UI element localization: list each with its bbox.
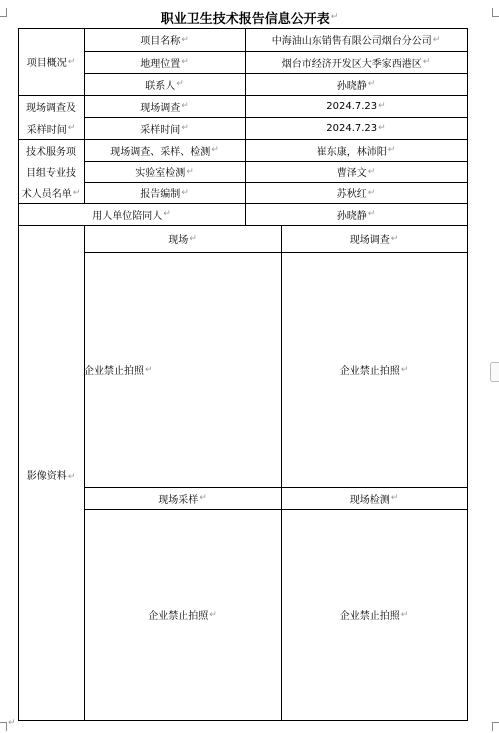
images-header (18, 225, 84, 720)
value-text: 孙晓静 (336, 80, 367, 92)
onsite-header-line-1 (18, 95, 84, 117)
location-label (84, 51, 245, 73)
header-text: 影像资料 (26, 471, 67, 482)
paragraph-mark: ↵ (181, 123, 189, 133)
paragraph-mark: ↵ (181, 57, 189, 67)
label-text: 地理位置 (140, 58, 181, 70)
paragraph-mark: ↵ (422, 57, 431, 67)
page-title: 职业卫生技术报告信息公开表 (160, 11, 330, 27)
paragraph-mark: ↵ (378, 101, 386, 111)
panel-survey-label (281, 225, 467, 252)
content-text: 企业禁止拍照 (339, 366, 400, 377)
crop-mark (0, 722, 7, 723)
survey-value (245, 95, 467, 117)
header-text: 术人员名单 (21, 189, 72, 200)
paragraph-mark: ↵ (181, 187, 189, 198)
label-text: 用人单位陪同人 (92, 210, 163, 222)
value-text: 孙晓静 (336, 210, 367, 222)
header-text: 采样时间 (26, 124, 67, 136)
project-name-label (84, 28, 245, 51)
label-text: 实验室检测 (135, 168, 186, 179)
panel-survey-content (281, 252, 467, 487)
paragraph-mark: ↵ (8, 718, 16, 728)
paragraph-mark: ↵ (390, 493, 399, 503)
paragraph-mark: ↵ (176, 79, 184, 89)
lab-test-label (84, 161, 245, 182)
header-text: 目组专业技 (26, 168, 76, 179)
panel-onsite-content (84, 252, 281, 487)
value-text: 2024.7.23 (326, 100, 378, 112)
value-text: 中海油山东销售有限公司烟台分公司 (271, 36, 432, 47)
grid-line (18, 720, 468, 721)
escort-value (245, 203, 467, 225)
contact-label (84, 73, 245, 95)
project-overview-header (18, 28, 84, 95)
header-text: 现场调查及 (26, 102, 76, 114)
paragraph-mark: ↵ (72, 187, 81, 198)
grid-line (467, 28, 468, 721)
sampling-time-label (84, 117, 245, 139)
panel-sampling-label (84, 487, 281, 509)
onsite-header-line-2 (18, 117, 84, 139)
panel-sampling-content (84, 509, 281, 720)
paragraph-mark: ↵ (181, 34, 189, 45)
header-text: 技术服务项 (26, 146, 76, 158)
project-name-value (245, 28, 467, 51)
paragraph-mark: ↵ (367, 187, 376, 198)
paragraph-mark: ↵ (390, 233, 399, 244)
lab-test-value (245, 161, 467, 182)
report-writing-value (245, 182, 467, 203)
personnel-header-line-2 (18, 161, 84, 182)
panel-onsite-label (84, 225, 281, 252)
content-text: 企业禁止拍照 (84, 366, 144, 377)
label-text: 现场调查、采样、检测 (110, 146, 211, 158)
label-text: 现场 (168, 235, 189, 246)
crop-mark (6, 722, 7, 731)
label-text: 现场采样 (158, 494, 199, 506)
scroll-handle[interactable] (490, 362, 499, 382)
trailing-paragraph-mark (8, 718, 16, 728)
paragraph-mark: ↵ (189, 233, 197, 244)
panel-testing-content (281, 509, 467, 720)
value-text: 崔东康，林沛阳 (316, 146, 387, 158)
value-text: 曹泽文 (336, 168, 367, 179)
content-text: 企业禁止拍照 (339, 611, 400, 622)
paragraph-mark: ↵ (145, 364, 153, 375)
sampling-time-value (245, 117, 467, 139)
label-text: 现场调查 (349, 235, 390, 246)
content-text: 企业禁止拍照 (148, 611, 209, 622)
panel-testing-label (281, 487, 467, 509)
survey-label (84, 95, 245, 117)
value-text: 苏秋红 (336, 189, 367, 200)
paragraph-mark: ↵ (209, 609, 217, 620)
escort-label (18, 203, 245, 225)
header-text: 项目概况 (26, 58, 67, 69)
label-text: 联系人 (145, 80, 176, 92)
paragraph-mark: ↵ (330, 12, 339, 22)
paragraph-mark: ↵ (67, 123, 76, 133)
paragraph-mark: ↵ (378, 123, 386, 133)
personnel-header-line-1 (18, 139, 84, 161)
fieldwork-value (245, 139, 467, 161)
paragraph-mark: ↵ (367, 79, 376, 89)
value-text: 烟台市经济开发区大季家西港区 (281, 58, 422, 70)
location-value (245, 51, 467, 73)
fieldwork-label (84, 139, 245, 161)
paragraph-mark: ↵ (67, 56, 76, 67)
label-text: 现场检测 (349, 494, 390, 506)
paragraph-mark: ↵ (186, 166, 194, 177)
label-text: 项目名称 (140, 36, 181, 47)
crop-mark (492, 722, 499, 723)
paragraph-mark: ↵ (181, 101, 189, 111)
report-writing-label (84, 182, 245, 203)
page-title-row (0, 8, 499, 26)
paragraph-mark: ↵ (367, 166, 376, 177)
value-text: 2024.7.23 (326, 122, 378, 134)
personnel-header-line-3 (18, 182, 84, 203)
paragraph-mark: ↵ (387, 145, 396, 155)
paragraph-mark: ↵ (432, 34, 441, 45)
label-text: 现场调查 (140, 102, 181, 114)
crop-mark (492, 722, 493, 731)
paragraph-mark: ↵ (199, 493, 207, 503)
paragraph-mark: ↵ (400, 609, 409, 620)
paragraph-mark: ↵ (211, 145, 219, 155)
paragraph-mark: ↵ (367, 209, 376, 219)
label-text: 采样时间 (140, 124, 181, 136)
contact-value (245, 73, 467, 95)
paragraph-mark: ↵ (163, 209, 171, 219)
paragraph-mark: ↵ (400, 364, 409, 375)
paragraph-mark: ↵ (67, 472, 76, 482)
label-text: 报告编制 (140, 189, 181, 200)
